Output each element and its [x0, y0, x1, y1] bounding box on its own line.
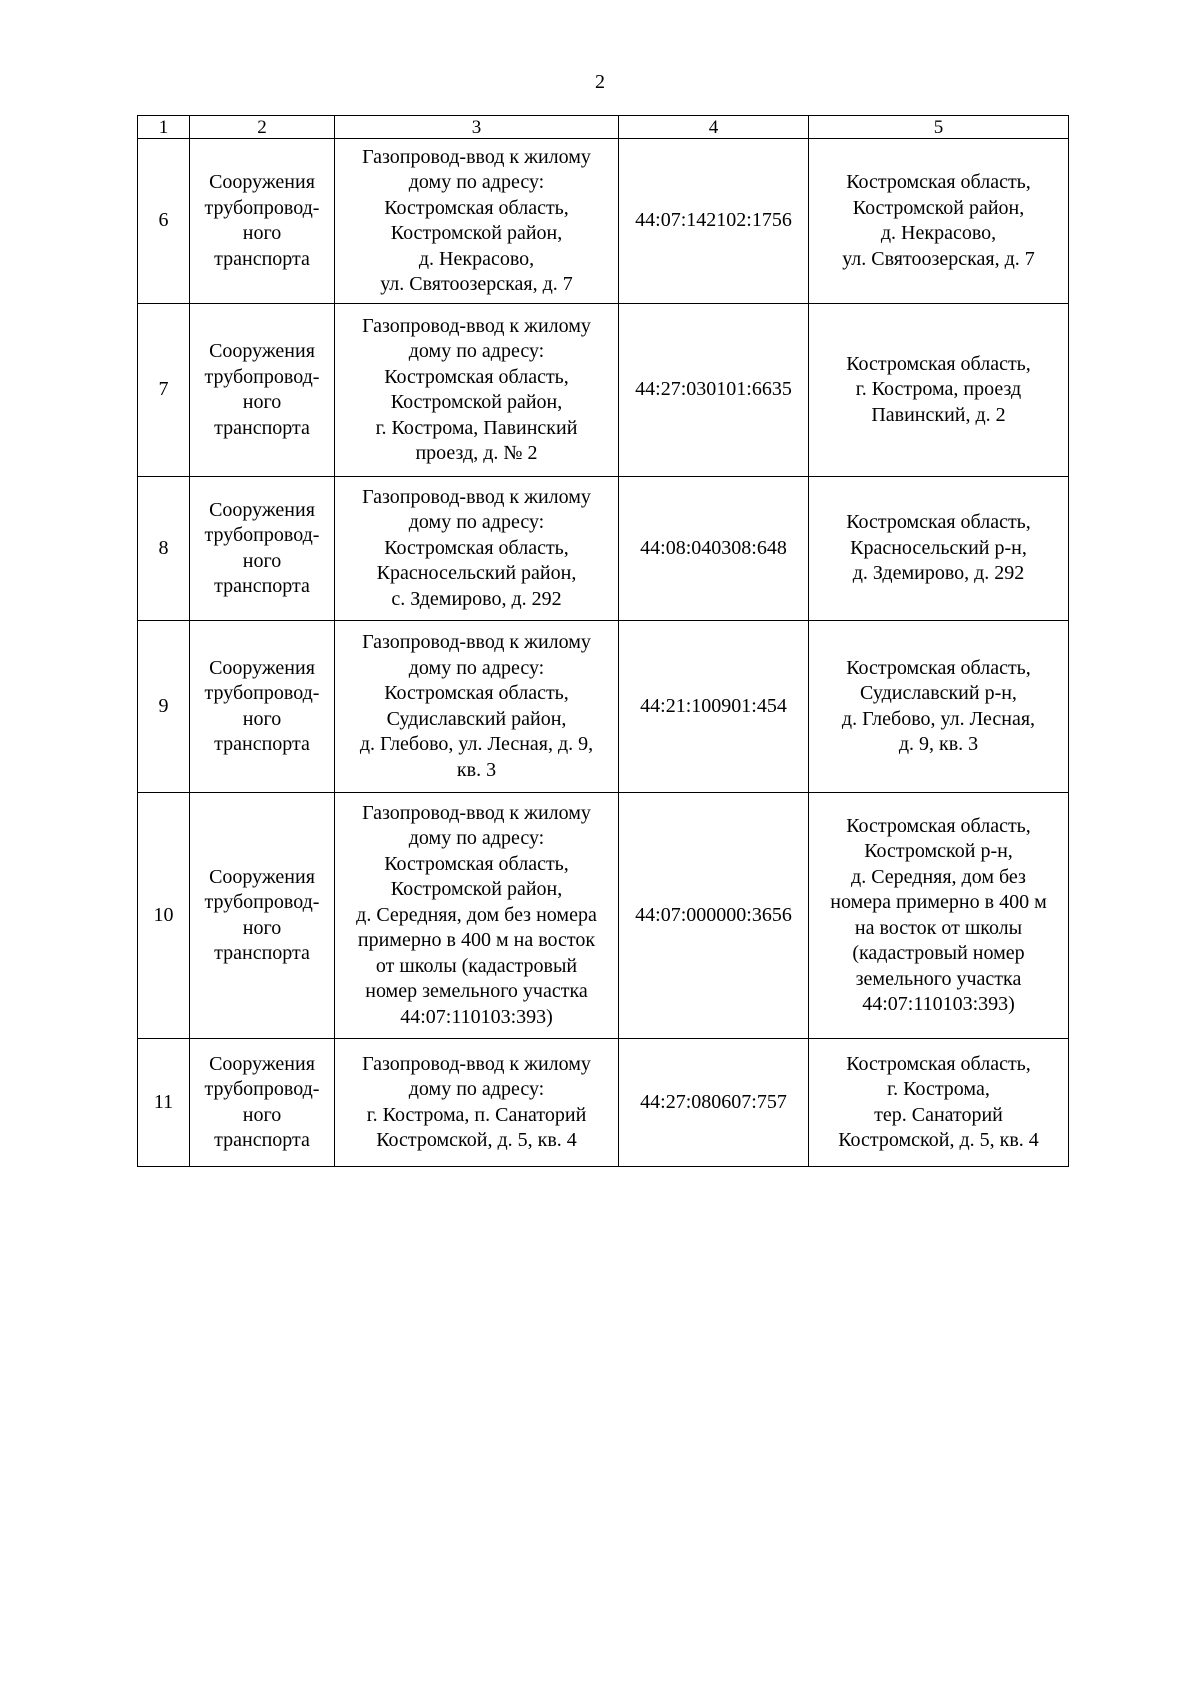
object-name: Газопровод-ввод к жилому дому по адресу: Костромская область, Судиславский район, д. Глебово, ул. Лесная, д. 9, кв. 3 — [335, 621, 619, 793]
cadastral-number: 44:07:142102:1756 — [619, 139, 809, 304]
object-name: Газопровод-ввод к жилому дому по адресу: г. Кострома, п. Санаторий Костромской, д. 5, кв. 4 — [335, 1039, 619, 1167]
object-address: Костромская область, Костромской район, д. Некрасово, ул. Святоозерская, д. 7 — [809, 139, 1069, 304]
cadastral-number: 44:08:040308:648 — [619, 477, 809, 621]
table-row — [138, 304, 1069, 477]
object-type: Сооружения трубопровод- ного транспорта — [190, 1039, 335, 1167]
cadastral-number: 44:07:000000:3656 — [619, 793, 809, 1039]
row-number: 9 — [138, 621, 190, 793]
object-type: Сооружения трубопровод- ного транспорта — [190, 304, 335, 477]
object-name: Газопровод-ввод к жилому дому по адресу: Костромская область, Костромской район, г. Кострома, Павинский проезд, д. № 2 — [335, 304, 619, 477]
object-address: Костромская область, г. Кострома, тер. Санаторий Костромской, д. 5, кв. 4 — [809, 1039, 1069, 1167]
table-row — [138, 1039, 1069, 1167]
object-address: Костромская область, Костромской р-н, д. Середняя, дом без номера примерно в 400 м на восток от школы (кадастровый номер земельного участка 44:07:110103:393) — [809, 793, 1069, 1039]
object-name: Газопровод-ввод к жилому дому по адресу: Костромская область, Красносельский район, с. Здемирово, д. 292 — [335, 477, 619, 621]
cadastral-number: 44:27:030101:6635 — [619, 304, 809, 477]
object-address: Костромская область, г. Кострома, проезд Павинский, д. 2 — [809, 304, 1069, 477]
page-number: 2 — [595, 71, 605, 93]
table-row — [138, 477, 1069, 621]
column-number: 3 — [335, 116, 619, 139]
table-row — [138, 139, 1069, 304]
column-number: 2 — [190, 116, 335, 139]
column-number: 5 — [809, 116, 1069, 139]
row-number: 7 — [138, 304, 190, 477]
object-type: Сооружения трубопровод- ного транспорта — [190, 793, 335, 1039]
table-row — [138, 621, 1069, 793]
column-number: 4 — [619, 116, 809, 139]
row-number: 6 — [138, 139, 190, 304]
column-number-row — [138, 116, 1069, 139]
object-type: Сооружения трубопровод- ного транспорта — [190, 477, 335, 621]
cadastral-number: 44:27:080607:757 — [619, 1039, 809, 1167]
object-type: Сооружения трубопровод- ного транспорта — [190, 139, 335, 304]
cadastral-number: 44:21:100901:454 — [619, 621, 809, 793]
row-number: 11 — [138, 1039, 190, 1167]
row-number: 10 — [138, 793, 190, 1039]
row-number: 8 — [138, 477, 190, 621]
object-name: Газопровод-ввод к жилому дому по адресу: Костромская область, Костромской район, д. Середняя, дом без номера примерно в 400 м на восток от школы (кадастровый номер земельного участка 44:07:110103:393) — [335, 793, 619, 1039]
object-name: Газопровод-ввод к жилому дому по адресу: Костромская область, Костромской район, д. Некрасово, ул. Святоозерская, д. 7 — [335, 139, 619, 304]
object-type: Сооружения трубопровод- ного транспорта — [190, 621, 335, 793]
property-registry-table — [137, 115, 1069, 1167]
object-address: Костромская область, Судиславский р-н, д. Глебово, ул. Лесная, д. 9, кв. 3 — [809, 621, 1069, 793]
object-address: Костромская область, Красносельский р-н, д. Здемирово, д. 292 — [809, 477, 1069, 621]
column-number: 1 — [138, 116, 190, 139]
table-row — [138, 793, 1069, 1039]
